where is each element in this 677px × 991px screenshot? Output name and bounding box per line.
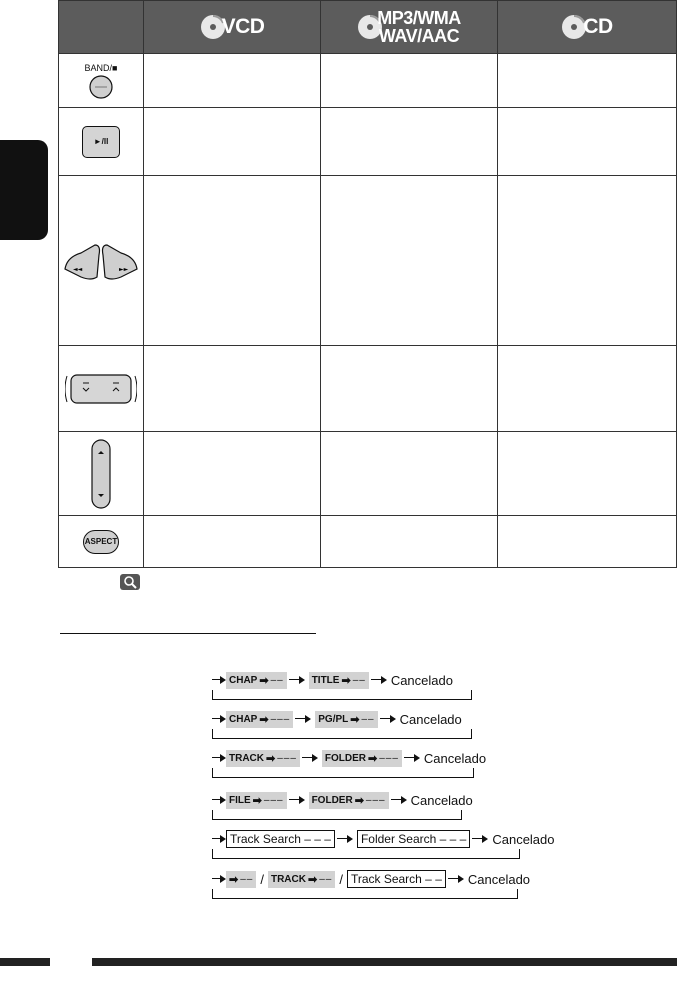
cd-label: CD [583, 15, 613, 38]
track-tag: TRACK ➡ ––– [226, 750, 300, 767]
table-cell [144, 432, 321, 516]
forward-symbol: ►► [119, 265, 129, 273]
header-mp3 [321, 1, 498, 54]
chap-tag: CHAP ➡ ––– [226, 711, 293, 728]
wav-aac-label: WAV/AAC [378, 26, 460, 46]
cancel-label: Cancelado [467, 871, 531, 887]
search-flow-6 [212, 869, 531, 899]
table-cell [498, 432, 677, 516]
pgpl-tag: PG/PL ➡ –– [315, 711, 377, 728]
loop-line [212, 810, 462, 820]
track-search-box: Track Search – – [347, 870, 446, 888]
table-cell [498, 346, 677, 432]
section-tab [0, 140, 48, 240]
header-vcd [144, 1, 321, 54]
folder-search-box: Folder Search – – – [357, 830, 470, 848]
cancel-label: Cancelado [390, 672, 453, 688]
table-row [59, 54, 677, 108]
table-cell [144, 108, 321, 176]
loop-line [212, 768, 474, 778]
header-blank-cell [59, 1, 144, 54]
band-button-icon[interactable] [86, 75, 116, 99]
section-divider [60, 633, 316, 634]
flow-row [212, 790, 473, 810]
flow-row [212, 829, 555, 849]
table-cell [498, 176, 677, 346]
table-row [59, 346, 677, 432]
footer-bar [92, 958, 677, 966]
separator: / [339, 871, 343, 887]
table-header-row [59, 1, 677, 54]
folder-tag: FOLDER ➡ ––– [309, 792, 389, 809]
track-tag: TRACK ➡ –– [268, 871, 335, 888]
cancel-label: Cancelado [492, 831, 555, 847]
magnifier-icon [120, 574, 140, 590]
table-cell [498, 108, 677, 176]
table-cell [321, 176, 498, 346]
table-cell [144, 54, 321, 108]
file-tag: FILE ➡ ––– [226, 792, 287, 809]
separator: / [260, 871, 264, 887]
track-search-box: Track Search – – – [226, 830, 335, 848]
table-cell [144, 516, 321, 568]
title-tag: TITLE ➡ –– [309, 672, 369, 689]
band-button-cell [59, 54, 144, 108]
table-cell [321, 432, 498, 516]
aspect-button[interactable]: ASPECT [83, 530, 119, 554]
folder-tag: FOLDER ➡ ––– [322, 750, 402, 767]
table-cell [321, 346, 498, 432]
table-cell [498, 516, 677, 568]
search-flow-5 [212, 829, 555, 859]
play-pause-button-cell [59, 108, 144, 176]
cancel-label: Cancelado [399, 711, 462, 727]
flow-row [212, 709, 462, 729]
play-pause-button[interactable]: ►/II [82, 126, 120, 158]
search-flow-2 [212, 709, 472, 739]
flow-row [212, 748, 486, 768]
vcd-label: VCD [221, 15, 265, 38]
table-cell [144, 176, 321, 346]
function-table [58, 0, 677, 568]
loop-line [212, 849, 520, 859]
table-cell [144, 346, 321, 432]
loop-line [212, 729, 472, 739]
table-row [59, 432, 677, 516]
search-flow-1 [212, 670, 472, 700]
up-down-button-icon[interactable] [89, 438, 113, 510]
rewind-forward-buttons-icon[interactable] [61, 239, 141, 283]
chap-tag: CHAP ➡ –– [226, 672, 287, 689]
footer-bar [0, 958, 50, 966]
rew-ff-button-cell [59, 176, 144, 346]
table-cell [321, 516, 498, 568]
flow-row [212, 670, 453, 690]
loop-line [212, 690, 472, 700]
band-label: BAND/■ [84, 62, 118, 73]
mp3-wma-label: MP3/WMA [377, 8, 461, 28]
skip-knob-cell [59, 346, 144, 432]
table-cell [498, 54, 677, 108]
cancel-label: Cancelado [410, 792, 473, 808]
rewind-symbol: ◄◄ [73, 265, 83, 273]
cancel-label: Cancelado [423, 750, 487, 766]
header-cd [498, 1, 677, 54]
table-row [59, 176, 677, 346]
search-flow-3 [212, 748, 487, 778]
table-row [59, 108, 677, 176]
up-down-button-cell [59, 432, 144, 516]
table-row [59, 516, 677, 568]
search-flow-4 [212, 790, 473, 820]
table-cell [321, 54, 498, 108]
loop-line [212, 889, 518, 899]
skip-knob-icon[interactable] [65, 372, 137, 406]
arrow-tag: ➡ –– [226, 871, 256, 888]
aspect-button-cell [59, 516, 144, 568]
flow-row [212, 869, 530, 889]
table-cell [321, 108, 498, 176]
